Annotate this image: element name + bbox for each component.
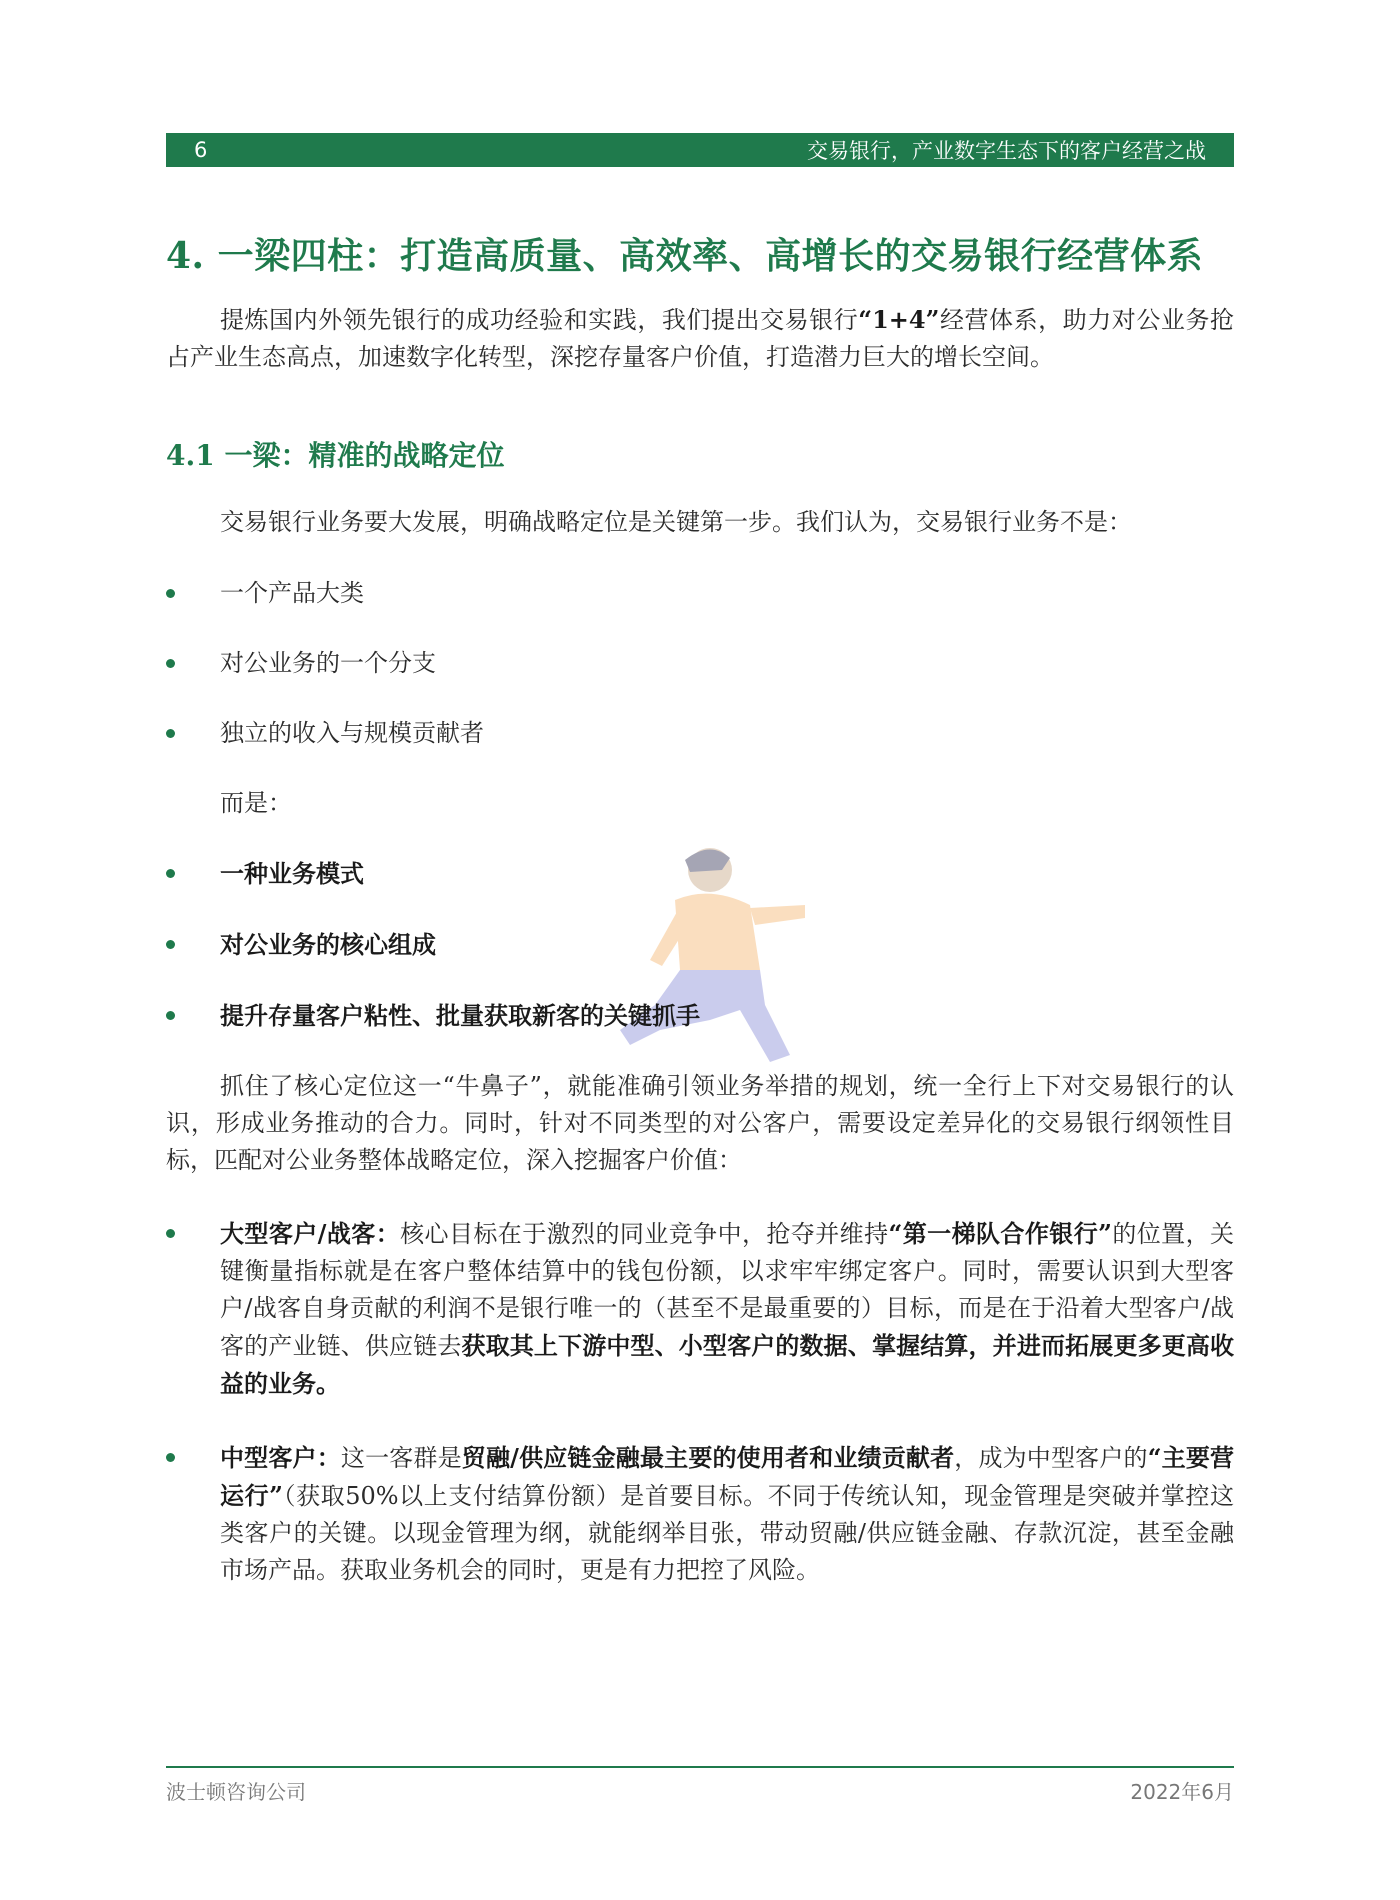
but-label: 而是： <box>220 789 292 817</box>
list-item: 独立的收入与规模贡献者 <box>166 715 1234 752</box>
list-item-large-client: 大型客户/战客：核心目标在于激烈的同业竞争中，抢夺并维持“第一梯队合作银行”的位置，关键衡量指标就是在客户整体结算中的钱包份额，以求牢牢绑定客户。同时，需要认识到大型客户/战客自身贡献的利润不是银行唯一的（甚至不是最重要的）目标，而是在于沿着大型客户/战客的产业链、供应链去获取其上下游中型、小型客户的数据、掌握结算，并进而拓展更多更高收益的业务。 <box>166 1215 1234 1403</box>
publish-date: 2022年6月 <box>1130 1780 1234 1804</box>
page-number: 6 <box>194 138 208 162</box>
list-item: 对公业务的一个分支 <box>166 645 1234 682</box>
client-list <box>166 1215 1234 1589</box>
bullet-dot <box>166 1229 175 1238</box>
list-item: 一个产品大类 <box>166 575 1234 612</box>
footer-divider <box>166 1766 1234 1768</box>
section-heading: 4. 一梁四柱：打造高质量、高效率、高增长的交易银行经营体系 <box>166 235 1204 277</box>
main-content <box>166 228 1234 1589</box>
not-list <box>166 575 1234 752</box>
subsection-heading: 4.1 一梁：精准的战略定位 <box>166 439 505 472</box>
page-footer <box>166 1776 1234 1805</box>
page-header-bar <box>166 133 1234 167</box>
report-title: 交易银行，产业数字生态下的客户经营之战 <box>807 139 1206 163</box>
is-list <box>166 855 1234 1035</box>
bullet-dot <box>166 1011 175 1020</box>
lead-paragraph: 交易银行业务要大发展，明确战略定位是关键第一步。我们认为，交易银行业务不是： <box>220 508 1132 536</box>
bullet-dot <box>166 1453 175 1462</box>
list-item-medium-client: 中型客户：这一客群是贸融/供应链金融最主要的使用者和业绩贡献者，成为中型客户的“主要营运行”（获取50%以上支付结算份额）是首要目标。不同于传统认知，现金管理是突破并掌控这类客户的关键。以现金管理为纲，就能纲举目张，带动贸融/供应链金融、存款沉淀，甚至金融市场产品。获取业务机会的同时，更是有力把控了风险。 <box>166 1439 1234 1589</box>
framework-label: “1+4” <box>858 305 940 334</box>
bullet-dot <box>166 659 175 668</box>
bullet-dot <box>166 729 175 738</box>
list-item: 一种业务模式 <box>166 855 1234 893</box>
bullet-dot <box>166 940 175 949</box>
summary-paragraph: 抓住了核心定位这一“牛鼻子”，就能准确引领业务举措的规划，统一全行上下对交易银行的认识，形成业务推动的合力。同时，针对不同类型的对公客户，需要设定差异化的交易银行纲领性目标，匹配对公业务整体战略定位，深入挖掘客户价值： <box>166 1072 1234 1174</box>
company-name: 波士顿咨询公司 <box>166 1780 306 1804</box>
list-item: 提升存量客户粘性、批量获取新客的关键抓手 <box>166 997 1234 1035</box>
bullet-dot <box>166 869 175 878</box>
bullet-dot <box>166 589 175 598</box>
list-item: 对公业务的核心组成 <box>166 926 1234 964</box>
intro-paragraph: 提炼国内外领先银行的成功经验和实践，我们提出交易银行“1+4”经营体系，助力对公业务抢占产业生态高点，加速数字化转型，深挖存量客户价值，打造潜力巨大的增长空间。 <box>166 305 1234 371</box>
